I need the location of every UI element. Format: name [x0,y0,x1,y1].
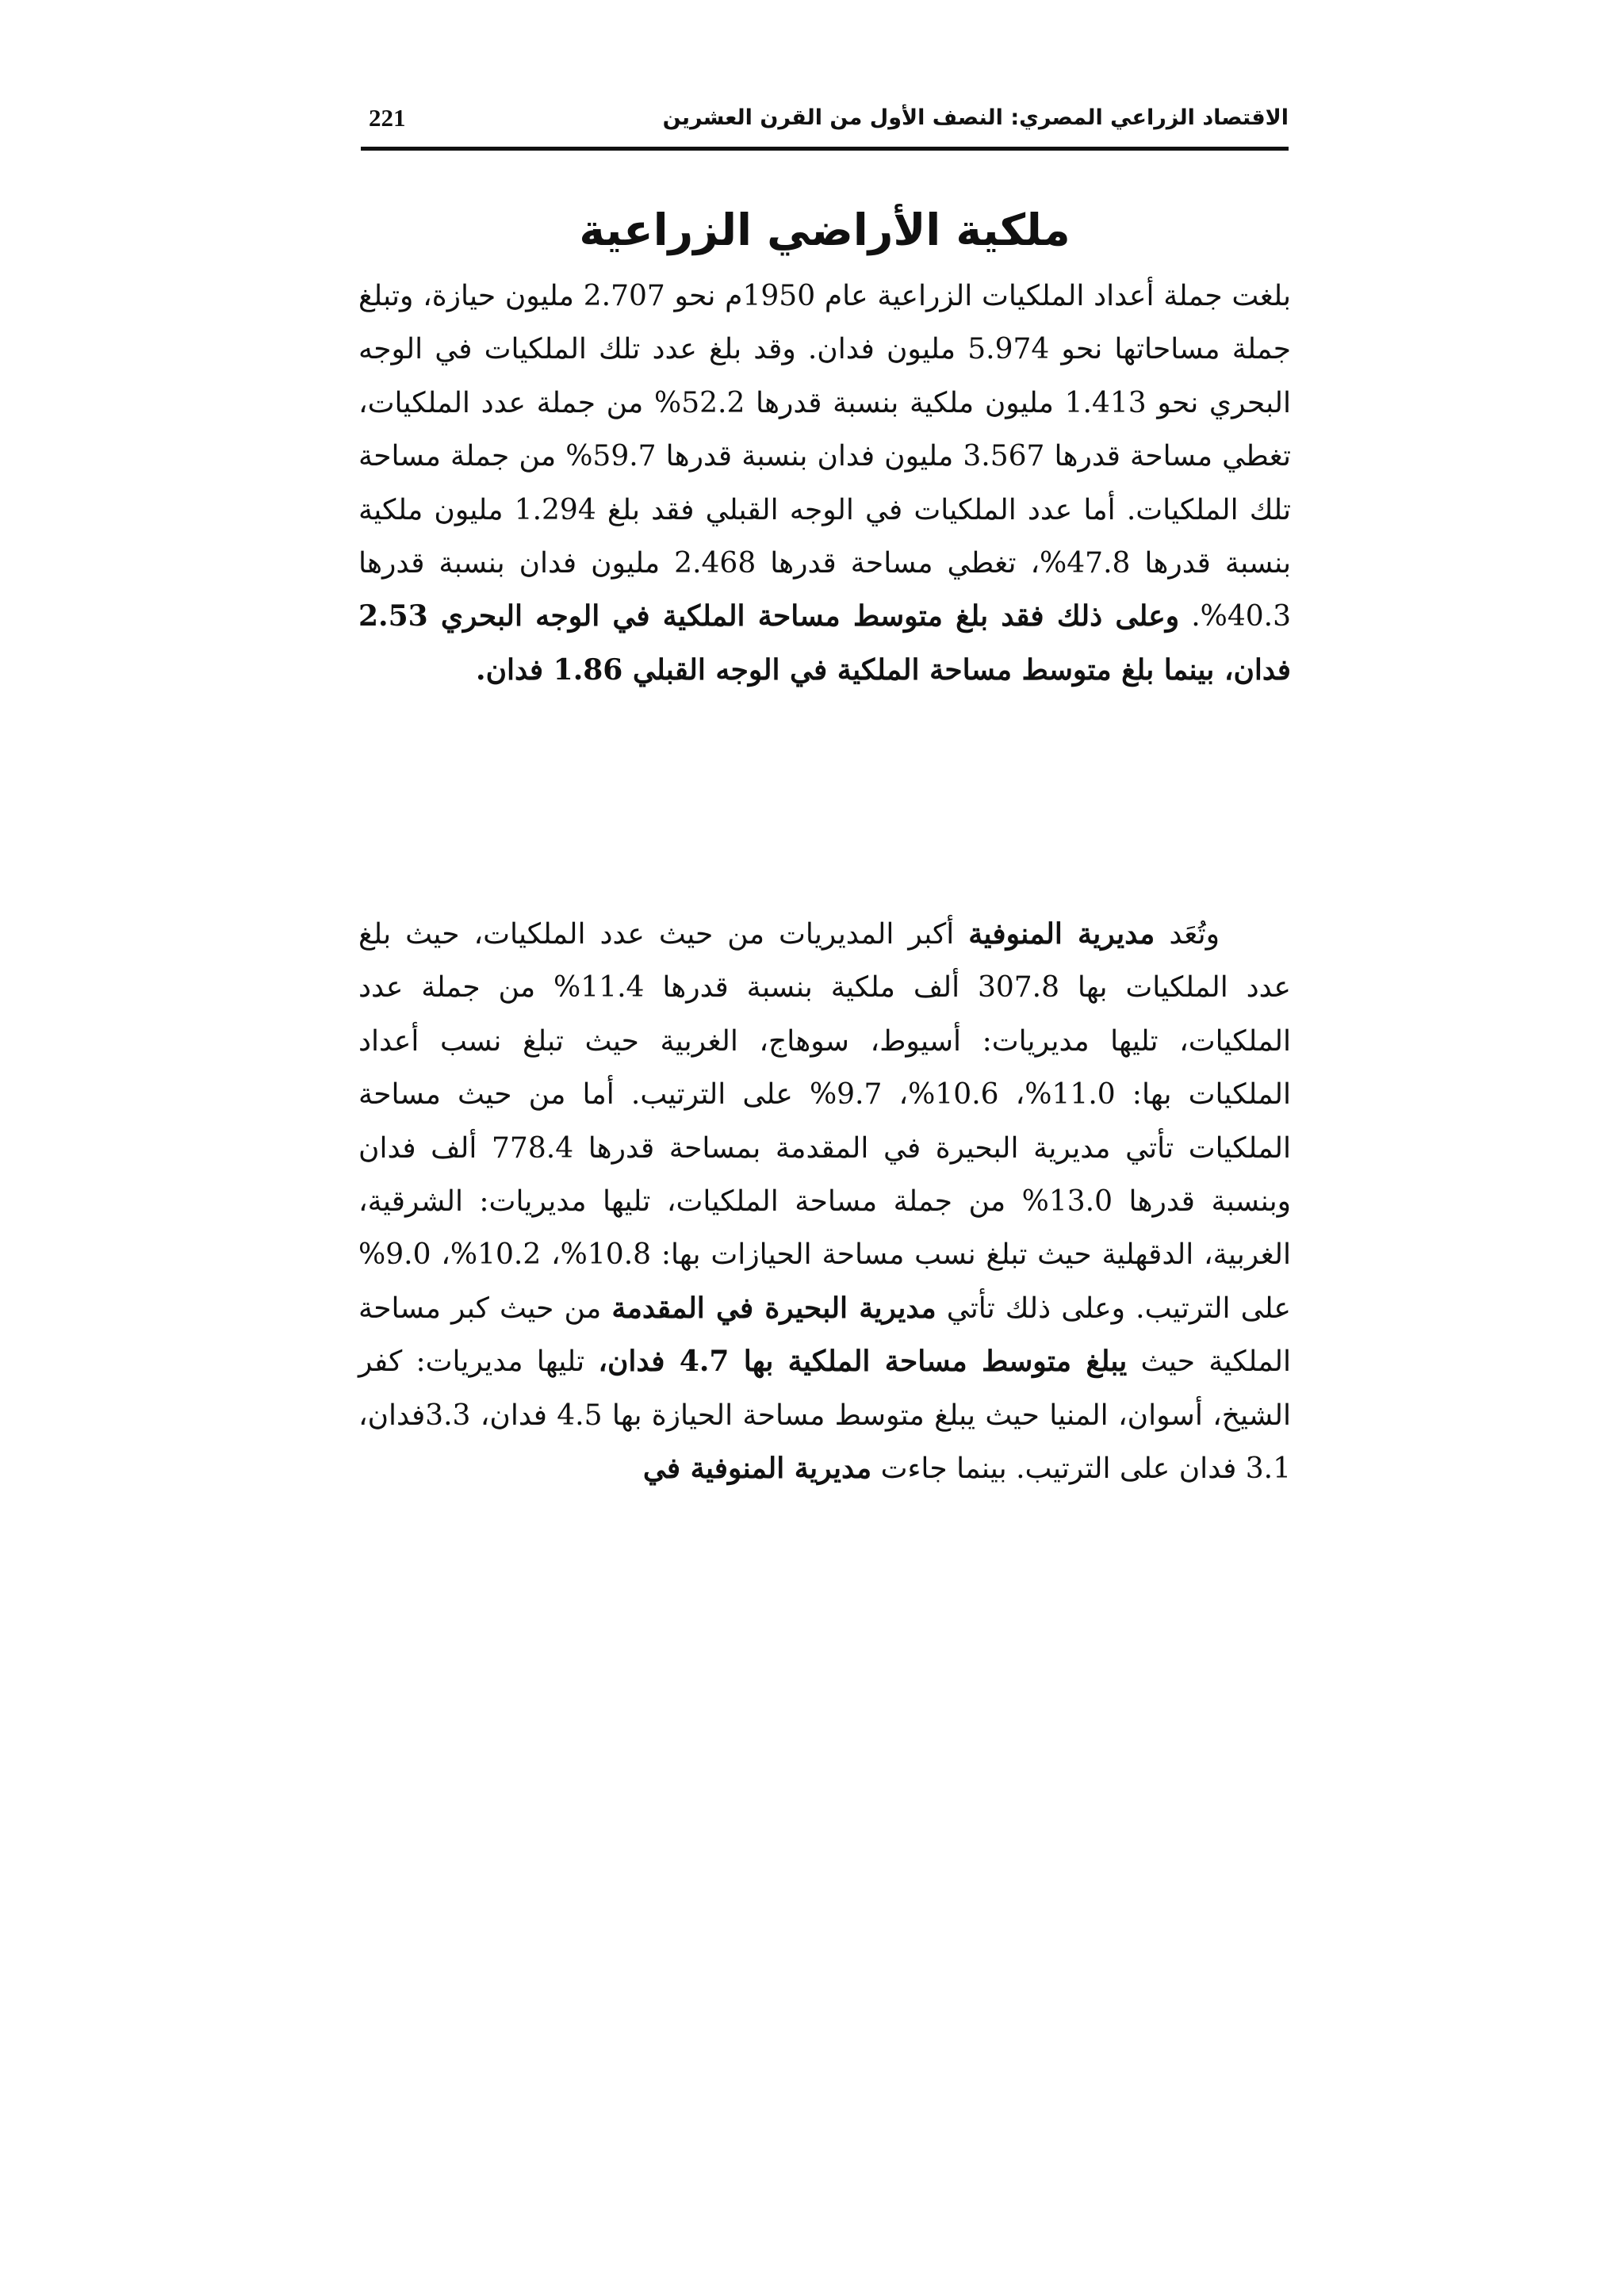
paragraph-1-bold: وعلى ذلك فقد بلغ متوسط مساحة الملكية في الوجه البحري 2.53 فدان، بينما بلغ متوسط مساحة الملكية في الوجه القبلي 1.86 فدان. [358,599,1291,687]
paragraph-2-bold-a: مديرية المنوفية [968,917,1155,951]
paragraph-2-text-c: من حيث كبر مساحة الملكية حيث [358,1292,1291,1379]
paragraph-2-text-a: وتُعَد [1155,918,1220,951]
page-number: 221 [369,104,406,132]
paragraph-1-text: بلغت جملة أعداد الملكيات الزراعية عام 1950م نحو 2.707 مليون حيازة، وتبلغ جملة مساحاتها نحو 5.974 مليون فدان. وقد بلغ عدد تلك الملكيات في الوجه البحري نحو 1.413 مليون ملكية بنسبة قدرها 52.2% من جملة عدد الملكيات، تغطي مساحة قدرها 3.567 مليون فدان بنسبة قدرها 59.7% من جملة مساحة تلك الملكيات. أما عدد الملكيات في الوجه القبلي فقد بلغ 1.294 مليون ملكية بنسبة قدرها 47.8%، تغطي مساحة قدرها 2.468 مليون فدان بنسبة قدرها 40.3%. [358,280,1292,633]
running-title: الاقتصاد الزراعي المصري: النصف الأول من القرن العشرين [662,105,1289,130]
paragraph-2-bold-d: مديرية المنوفية في [642,1452,872,1486]
page-header [361,99,1289,151]
paragraph-1 [358,270,1291,697]
paragraph-2 [358,908,1291,1495]
paragraph-2-bold-c: يبلغ متوسط مساحة الملكية بها 4.7 فدان، [598,1345,1128,1379]
section-title: ملكية الأراضي الزراعية [579,205,1071,255]
paragraph-2-bold-b: مديرية البحيرة في المقدمة [611,1291,936,1325]
paragraph-2-text-d: تليها مديريات: كفر الشيخ، أسوان، المنيا حيث يبلغ متوسط مساحة الحيازة بها 4.5 فدان، 3.3فدان، 3.1 فدان على الترتيب. بينما جاءت [358,1345,1291,1486]
paragraph-2-text-b: أكبر المديريات من حيث عدد الملكيات، حيث بلغ عدد الملكيات بها 307.8 ألف ملكية بنسبة قدرها 11.4% من جملة عدد الملكيات، تليها مديريات: أسيوط، سوهاج، الغربية حيث تبلغ نسب أعداد الملكيات بها: 11.0%، 10.6%، 9.7% على الترتيب. أما من حيث مساحة الملكيات تأتي مديرية البحيرة في المقدمة بمساحة قدرها 778.4 ألف فدان وبنسبة قدرها 13.0% من جملة مساحة الملكيات، تليها مديريات: الشرقية، الغربية، الدقهلية حيث تبلغ نسب مساحة الحيازات بها: 10.8%، 10.2%، 9.0% على الترتيب. وعلى ذلك تأتي [358,918,1292,1325]
